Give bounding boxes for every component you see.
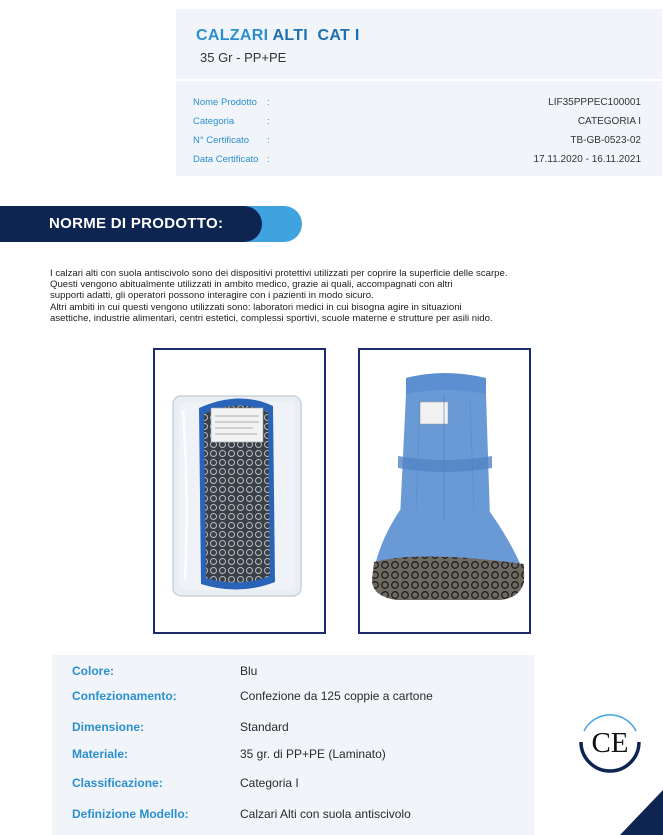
title-main: CALZARI (196, 27, 269, 44)
meta-label: Nome Prodotto (193, 97, 257, 108)
product-title (196, 27, 360, 45)
title-divider (176, 79, 662, 81)
spec-value: 35 gr. di PP+PE (Laminato) (240, 747, 386, 761)
spec-label: Classificazione: (72, 776, 163, 790)
meta-label: Categoria (193, 116, 235, 127)
meta-value: 17.11.2020 - 16.11.2021 (533, 154, 641, 165)
meta-row-data-certificato: Data Certificato : 17.11.2020 - 16.11.2021 (193, 154, 641, 165)
spec-label: Definizione Modello: (72, 807, 189, 821)
meta-row-categoria: Categoria : CATEGORIA I (193, 116, 641, 127)
description-line: asettiche, industrie alimentari, centri estetici, complessi sportivi, scuole materne e strutture per asili nido. (50, 312, 493, 324)
spec-label: Dimensione: (72, 720, 145, 734)
corner-decoration (620, 790, 663, 835)
meta-value: LIF35PPPEC100001 (548, 97, 641, 108)
description-line: I calzari alti con suola antiscivolo sono dei dispositivi protettivi utilizzati per coprire la superficie delle scarpe. (50, 268, 508, 279)
meta-value: CATEGORIA I (577, 116, 641, 127)
meta-row-certificato: N° Certificato : TB-GB-0523-02 (193, 135, 641, 146)
meta-value: TB-GB-0523-02 (570, 135, 641, 146)
description-line: Questi vengono abitualmente utilizzati in ambito medico, grazie ai quali, accompagnati con altri (50, 279, 453, 291)
spec-value: Categoria I (240, 776, 299, 790)
product-photo-packaged (153, 348, 326, 634)
spec-value: Blu (240, 664, 258, 678)
ce-badge-graphic (573, 705, 647, 779)
spec-label: Confezionamento: (72, 689, 177, 703)
meta-label: N° Certificato (193, 135, 250, 146)
ce-mark-icon (573, 705, 647, 779)
section-banner (0, 206, 300, 242)
product-description (50, 268, 590, 324)
spec-value: Standard (240, 720, 289, 734)
ce-text: CE (591, 727, 629, 759)
spec-label: Colore: (72, 664, 114, 678)
product-photo-overshoe (358, 348, 531, 634)
section-title: NORME DI PRODOTTO: (49, 215, 224, 232)
description-line: supporti adatti, gli operatori possono interagire con i pazienti in modo sicuro. (50, 290, 374, 302)
meta-row-nome-prodotto: Nome Prodotto : LIF35PPPEC100001 (193, 97, 641, 108)
title-alt: ALTI CAT I (272, 27, 360, 44)
description-line: Altri ambiti in cui questi vengono utilizzati sono: laboratori medici in cui bisogna agire in situazioni (50, 301, 462, 313)
meta-label: Data Certificato (193, 154, 259, 165)
spec-label: Materiale: (72, 747, 129, 761)
packaged-overshoe-image (155, 350, 324, 632)
product-subtitle: 35 Gr - PP+PE (200, 50, 287, 65)
spec-value: Confezione da 125 coppie a cartone (240, 689, 433, 703)
spec-value: Calzari Alti con suola antiscivolo (240, 807, 411, 821)
blue-overshoe-image (360, 350, 529, 632)
